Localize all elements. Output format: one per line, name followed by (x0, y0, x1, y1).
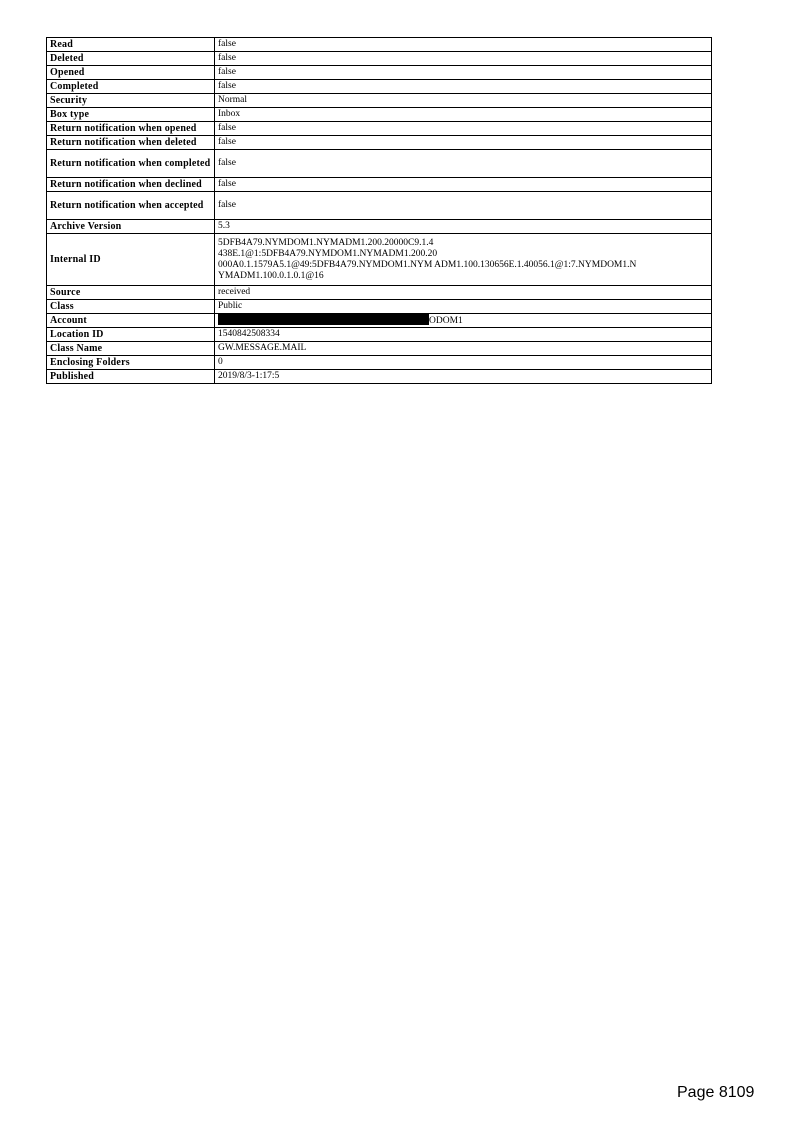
table-row (47, 136, 712, 150)
internal-id-line: 5DFB4A79.NYMDOM1.NYMADM1.200.20000C9.1.4 (218, 237, 434, 248)
table-row (47, 66, 712, 80)
table-row (47, 328, 712, 342)
property-name: Source (47, 286, 215, 300)
property-value: false (215, 178, 712, 192)
property-value: false (215, 122, 712, 136)
table-row (47, 356, 712, 370)
internal-id-line: 000A0.1.1579A5.1@49:5DFB4A79.NYMDOM1.NYM ADM1.100.130656E.1.40056.1@1:7.NYMDOM1.N (218, 259, 637, 270)
property-value: 5.3 (215, 220, 712, 234)
property-name: Published (47, 370, 215, 384)
properties-table (46, 37, 712, 384)
property-value: false (215, 66, 712, 80)
table-row (47, 38, 712, 52)
property-value: received (215, 286, 712, 300)
property-value: false (215, 136, 712, 150)
property-value: false (215, 192, 712, 220)
table-row (47, 370, 712, 384)
table-row (47, 150, 712, 178)
property-name: Return notification when completed (47, 150, 215, 178)
table-row (47, 52, 712, 66)
property-value: false (215, 150, 712, 178)
property-value: Inbox (215, 108, 712, 122)
table-row (47, 178, 712, 192)
table-row (47, 80, 712, 94)
property-name: Account (47, 314, 215, 328)
table-row (47, 314, 712, 328)
property-name: Class Name (47, 342, 215, 356)
account-suffix: ODOM1 (429, 316, 463, 326)
property-value: 2019/8/3-1:17:5 (215, 370, 712, 384)
property-name: Return notification when opened (47, 122, 215, 136)
table-row (47, 220, 712, 234)
property-value: false (215, 80, 712, 94)
property-name: Security (47, 94, 215, 108)
property-name: Read (47, 38, 215, 52)
property-value: false (215, 52, 712, 66)
property-name: Return notification when accepted (47, 192, 215, 220)
property-name: Enclosing Folders (47, 356, 215, 370)
property-name: Box type (47, 108, 215, 122)
property-name: Internal ID (47, 234, 215, 286)
property-value: Normal (215, 94, 712, 108)
table-row (47, 94, 712, 108)
redaction-block (218, 314, 429, 325)
property-name: Completed (47, 80, 215, 94)
property-value: false (215, 38, 712, 52)
table-row (47, 342, 712, 356)
property-value: GW.MESSAGE.MAIL (215, 342, 712, 356)
property-value: 0 (215, 356, 712, 370)
property-name: Archive Version (47, 220, 215, 234)
property-name: Return notification when declined (47, 178, 215, 192)
table-row (47, 108, 712, 122)
property-value: Public (215, 300, 712, 314)
internal-id-value (215, 234, 712, 286)
property-name: Deleted (47, 52, 215, 66)
table-row (47, 122, 712, 136)
table-row (47, 300, 712, 314)
property-name: Opened (47, 66, 215, 80)
table-row (47, 234, 712, 286)
property-name: Location ID (47, 328, 215, 342)
property-value: 1540842508334 (215, 328, 712, 342)
table-row (47, 192, 712, 220)
internal-id-line: 438E.1@1:5DFB4A79.NYMDOM1.NYMADM1.200.20 (218, 248, 438, 259)
account-value (215, 314, 712, 328)
property-name: Return notification when deleted (47, 136, 215, 150)
table-row (47, 286, 712, 300)
property-name: Class (47, 300, 215, 314)
page-number: Page 8109 (677, 1084, 755, 1101)
internal-id-line: YMADM1.100.0.1.0.1@16 (218, 270, 324, 281)
